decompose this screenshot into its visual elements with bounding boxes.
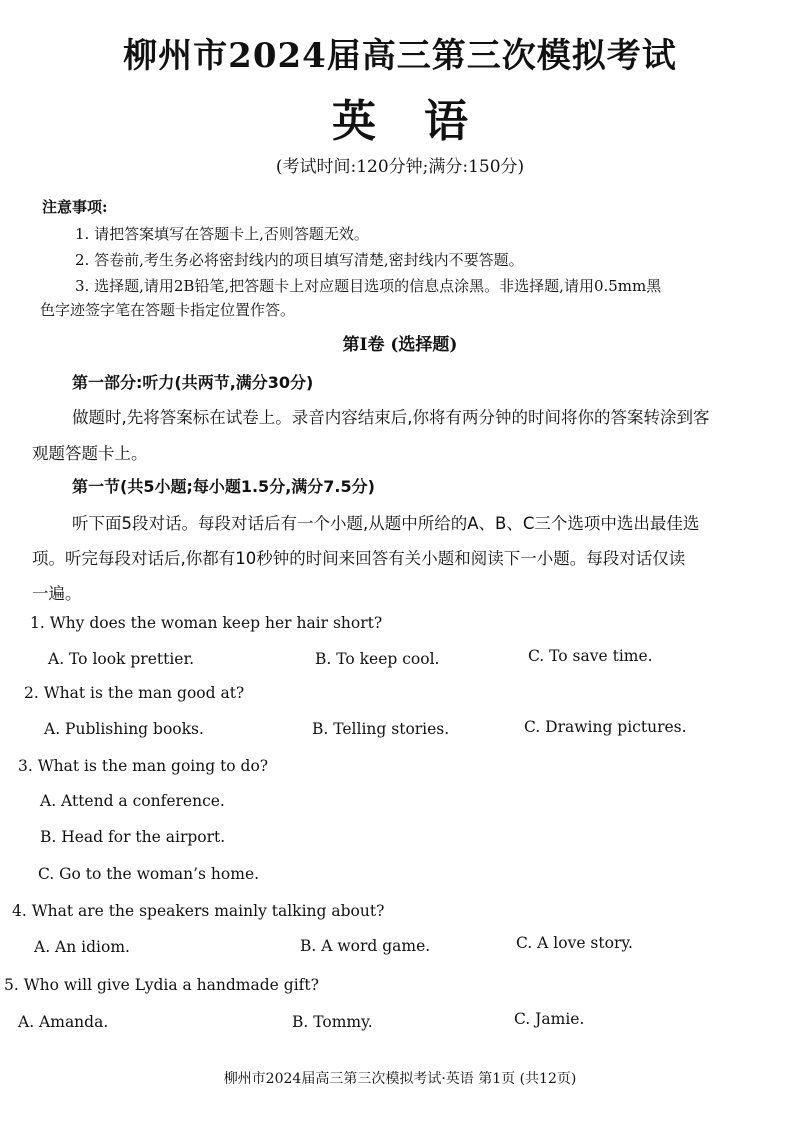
- question-3-stem: 3. What is the man going to do?: [18, 757, 269, 775]
- section1-instruction-line1: 听下面5段对话。每段对话后有一个小题,从题中所给的A、B、C三个选项中选出最佳选: [72, 514, 700, 533]
- question-2-option-a: A. Publishing books.: [44, 720, 204, 738]
- question-3-option-c: C. Go to the woman’s home.: [38, 865, 260, 883]
- question-5-stem: 5. Who will give Lydia a handmade gift?: [4, 976, 319, 994]
- subject-char-1: 英: [332, 96, 376, 147]
- note-item-3: 3. 选择题,请用2B铅笔,把答题卡上对应题目选项的信息点涂黑。非选择题,请用0.5mm黑: [75, 277, 662, 295]
- section-title: 第Ⅰ卷 (选择题): [342, 335, 458, 355]
- page-footer: 柳州市2024届高三第三次模拟考试·英语 第1页 (共12页): [223, 1071, 577, 1087]
- question-1-stem: 1. Why does the woman keep her hair short?: [30, 614, 383, 632]
- section1-instruction-line2: 项。听完每段对话后,你都有10秒钟的时间来回答有关小题和阅读下一小题。每段对话仅读: [32, 549, 686, 568]
- question-2-stem: 2. What is the man good at?: [24, 684, 245, 702]
- question-5-option-a: A. Amanda.: [18, 1013, 109, 1031]
- question-2-option-b: B. Telling stories.: [312, 720, 450, 738]
- part1-heading: 第一部分:听力(共两节,满分30分): [72, 373, 314, 392]
- question-3-option-a: A. Attend a conference.: [40, 792, 225, 810]
- question-4-option-b: B. A word game.: [300, 937, 431, 955]
- question-4-stem: 4. What are the speakers mainly talking about?: [12, 902, 385, 920]
- part1-instruction-line2: 观题答题卡上。: [32, 444, 148, 463]
- question-1-option-b: B. To keep cool.: [315, 650, 440, 668]
- question-5-option-c: C. Jamie.: [514, 1010, 585, 1028]
- part1-instruction-line1: 做题时,先将答案标在试卷上。录音内容结束后,你将有两分钟的时间将你的答案转涂到客: [72, 408, 710, 427]
- section1-instruction-line3: 一遍。: [32, 584, 82, 603]
- question-5-option-b: B. Tommy.: [292, 1013, 373, 1031]
- question-2-option-c: C. Drawing pictures.: [524, 718, 687, 736]
- question-1-option-a: A. To look prettier.: [48, 650, 195, 668]
- question-4-option-c: C. A love story.: [516, 934, 633, 952]
- question-1-option-c: C. To save time.: [528, 647, 653, 665]
- question-3-option-b: B. Head for the airport.: [40, 828, 226, 846]
- section1-heading: 第一节(共5小题;每小题1.5分,满分7.5分): [72, 477, 375, 496]
- exam-title: 柳州市2024届高三第三次模拟考试: [123, 36, 677, 76]
- note-item-1: 1. 请把答案填写在答题卡上,否则答题无效。: [75, 225, 369, 243]
- notes-heading: 注意事项:: [42, 198, 108, 216]
- question-4-option-a: A. An idiom.: [34, 938, 130, 956]
- note-item-3-cont: 色字迹签字笔在答题卡指定位置作答。: [40, 301, 296, 319]
- exam-duration: (考试时间:120分钟;满分:150分): [275, 157, 525, 177]
- subject-title: [0, 85, 800, 149]
- note-item-2: 2. 答卷前,考生务必将密封线内的项目填写清楚,密封线内不要答题。: [75, 251, 524, 269]
- subject-char-2: 语: [424, 96, 468, 147]
